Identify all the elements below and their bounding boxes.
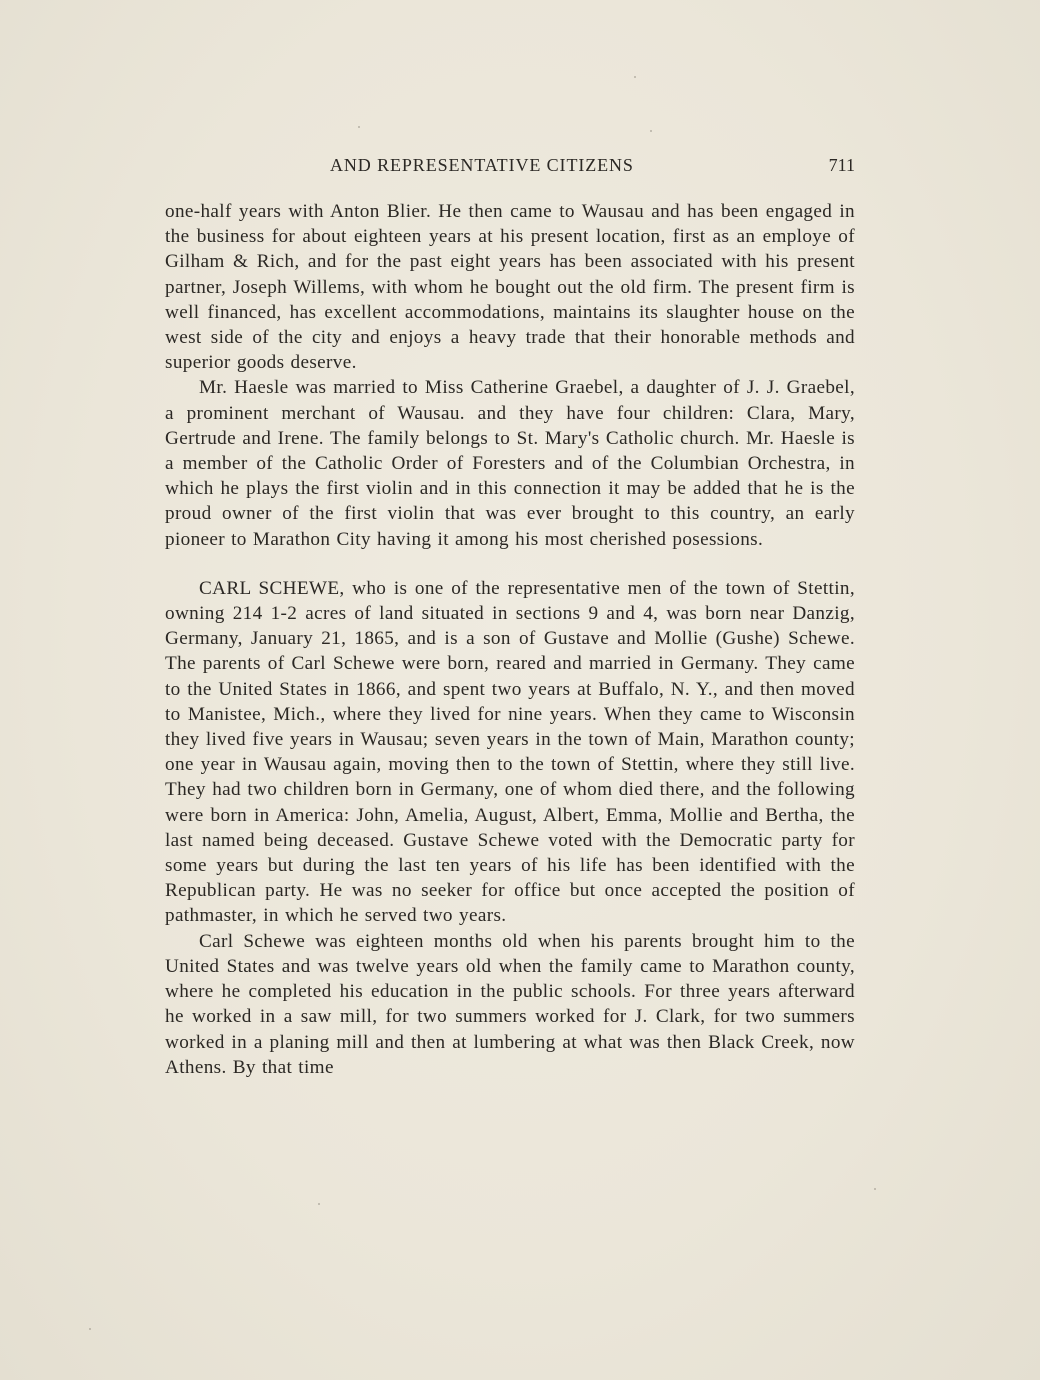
running-head: AND REPRESENTATIVE CITIZENS	[330, 155, 634, 175]
paper-speck	[318, 1203, 320, 1205]
paragraph-haesle-family: Mr. Haesle was married to Miss Catherine Graebel, a daughter of J. J. Graebel, a prominent merchant of Wausau. and they have four children: Clara, Mary, Gertrude and Irene. The family belongs to St. Mary's Catholic church. Mr. Haesle is a member of the Catholic Order of Foresters and of the Columbian Orchestra, in which he plays the first violin and in this connection it may be added that he is the proud owner of the first violin that was ever brought to this country, an early pioneer to Marathon City having it among his most cherished posessions.	[165, 377, 855, 550]
page-header	[165, 155, 855, 183]
paper-speck	[874, 1188, 876, 1190]
paragraph-continuation: one-half years with Anton Blier. He then came to Wausau and has been engaged in the business for about eighteen years at his present location, first as an employe of Gilham & Rich, and for the past eight years has been associated with his present partner, Joseph Willems, with whom he bought out the old firm. The present firm is well financed, has excellent accommodations, maintains its slaughter house on the west side of the city and enjoys a heavy trade that their honorable methods and superior goods deserve.	[165, 201, 855, 374]
paper-speck	[358, 126, 360, 128]
paper-speck	[634, 76, 636, 78]
paper-speck	[650, 130, 652, 132]
paragraph-carl-schewe-early-life: Carl Schewe was eighteen months old when his parents brought him to the United States and was twelve years old when the family came to Marathon county, where he completed his education in the public schools. For three years afterward he worked in a saw mill, for two summers worked for J. Clark, for two summers worked in a planing mill and then at lumbering at what was then Black Creek, now Athens. By that time	[165, 930, 855, 1078]
paper-speck	[89, 1328, 91, 1330]
body-text	[165, 199, 855, 1080]
page-number: 711	[828, 155, 855, 175]
paragraph-carl-schewe-bio: CARL SCHEWE, who is one of the representative men of the town of Stettin, owning 214 1-2 acres of land situated in sections 9 and 4, was born near Danzig, Germany, January 21, 1865, and is a son of Gustave and Mollie (Gushe) Schewe. The parents of Carl Schewe were born, reared and married in Germany. They came to the United States in 1866, and spent two years at Buffalo, N. Y., and then moved to Manistee, Mich., where they lived for nine years. When they came to Wisconsin they lived five years in Wausau; seven years in the town of Main, Marathon county; one year in Wausau again, moving then to the town of Stettin, where they still live. They had two children born in Germany, one of whom died there, and the following were born in America: John, Amelia, August, Albert, Emma, Mollie and Bertha, the last named being deceased. Gustave Schewe voted with the Democratic party for some years but during the last ten years of his life has been identified with the Republican party. He was no seeker for office but once accepted the position of pathmaster, in which he served two years.	[165, 577, 855, 927]
